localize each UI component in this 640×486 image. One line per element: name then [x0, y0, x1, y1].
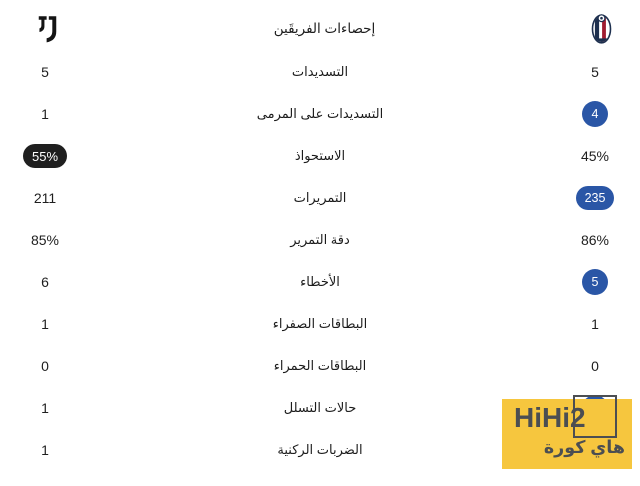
stat-row: [0, 261, 640, 303]
left-team-value-cell: [0, 316, 90, 332]
stat-label: دقة التمرير: [290, 232, 350, 247]
right-team-value: 4: [582, 101, 608, 127]
left-team-value-cell: [0, 358, 90, 374]
left-team-value-cell: [0, 144, 90, 168]
left-team-value: 85%: [30, 232, 60, 248]
stat-row: [0, 345, 640, 387]
stat-row: [0, 177, 640, 219]
stat-label: البطاقات الحمراء: [273, 358, 367, 373]
left-team-value: 211: [33, 190, 57, 206]
left-team-value: 0: [41, 358, 49, 374]
left-team-value-cell: [0, 400, 90, 416]
right-team-value: 235: [576, 186, 615, 210]
left-team-value-cell: [0, 64, 90, 80]
right-team-value-cell: [550, 269, 640, 295]
right-team-value-cell: [550, 148, 640, 164]
right-team-value: 5: [591, 64, 599, 80]
stat-row: [0, 303, 640, 345]
stat-label: التمريرات: [293, 190, 347, 205]
hihi2-watermark: [502, 399, 632, 469]
stat-label: حالات التسلل: [283, 400, 357, 415]
left-team-value: 1: [41, 442, 49, 458]
stats-title: إحصاءات الفريقَين: [273, 20, 376, 36]
left-team-value-cell: [0, 106, 90, 122]
stats-header: [0, 0, 640, 51]
right-team-value: 0: [591, 358, 599, 374]
right-team-value-cell: [550, 232, 640, 248]
stat-row: [0, 219, 640, 261]
watermark-brand-text: HiHi2: [514, 402, 586, 433]
right-team-value: 1: [591, 316, 599, 332]
stat-row: [0, 51, 640, 93]
stat-label: الأخطاء: [300, 274, 340, 289]
stat-label: الاستحواذ: [294, 148, 346, 163]
stat-label: الضربات الركنية: [277, 442, 363, 457]
left-team-value: 6: [41, 274, 49, 290]
stat-label: البطاقات الصفراء: [272, 316, 368, 331]
left-team-value: 1: [41, 316, 49, 332]
stat-label: التسديدات على المرمى: [256, 106, 384, 121]
left-team-value-cell: [0, 442, 90, 458]
right-team-value-cell: [550, 64, 640, 80]
right-team-value-cell: [550, 101, 640, 127]
stat-row: [0, 135, 640, 177]
right-team-value-cell: [550, 358, 640, 374]
left-team-value-cell: [0, 232, 90, 248]
left-team-value-cell: [0, 274, 90, 290]
stat-label: التسديدات: [291, 64, 349, 79]
right-team-value-cell: [550, 316, 640, 332]
watermark-tagline-text: هاي كورة: [543, 437, 625, 457]
stat-row: [0, 93, 640, 135]
left-team-value: 55%: [23, 144, 67, 168]
left-team-value: 5: [41, 64, 49, 80]
right-team-value-cell: [550, 186, 640, 210]
juventus-crest-icon: [37, 14, 58, 43]
left-team-value-cell: [0, 190, 90, 206]
right-team-value: 45%: [580, 148, 610, 164]
right-team-value: 5: [582, 269, 608, 295]
right-team-value: 86%: [580, 232, 610, 248]
left-team-value: 1: [41, 106, 49, 122]
bologna-crest-icon: [591, 13, 612, 44]
left-team-value: 1: [41, 400, 49, 416]
